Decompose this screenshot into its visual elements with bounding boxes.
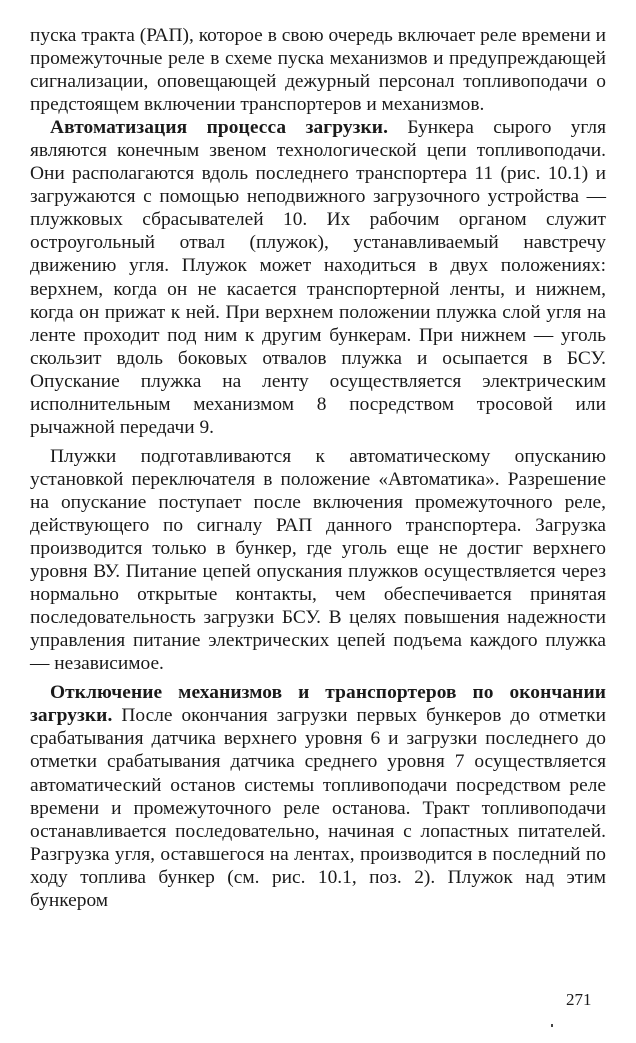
paragraph-1: [30, 24, 606, 116]
section-heading-shutdown: Отключение механизмов и транспортеров по окончании загрузки.: [30, 682, 606, 727]
paragraph-4-text: После окончания загрузки первых бункеров до отметки срабатывания датчика верхнего уровня 6 и загрузки последнего до отметки срабатывания датчика среднего уровня 7 осуществляется автоматический останов системы топливоподачи посредством реле времени и промежуточного реле останова. Тракт топливоподачи останавливается последовательно, начиная с лопастных питателей. Разгрузка угля, оставшегося на лентах, производится в последний по ходу топлива бункер (см. рис. 10.1, поз. 2). Плужок над этим бункером: [30, 705, 606, 911]
paragraph-4: [30, 681, 606, 911]
paragraph-3-text: Плужки подготавливаются к автоматическому опусканию установкой переключателя в положение «Автоматика». Разрешение на опускание поступает после включения промежуточного реле, действующего по сигналу РАП данного транспортера. Загрузка производится только в бункер, где уголь еще не достиг верхнего уровня ВУ. Питание цепей опускания плужков осуществляется через нормально открытые контакты, чем обеспечивается принятая последовательность загрузки БСУ. В целях повышения надежности управления питание электрических цепей подъема каждого плужка — независимое.: [30, 445, 606, 675]
paragraph-3: [30, 445, 606, 675]
page-number: 271: [566, 990, 592, 1009]
paragraph-2: [30, 116, 606, 439]
page-body: [30, 24, 606, 912]
section-heading-loading-automation: Автоматизация процесса загрузки.: [50, 117, 389, 139]
paragraph-1-text: пуска тракта (РАП), которое в свою очередь включает реле времени и промежуточные реле в схеме пуска механизмов и предупреждающей сигнализации, оповещающей дежурный персонал топливоподачи о предстоящем включении транспортеров и механизмов.: [30, 25, 606, 116]
paragraph-2-text: Бункера сырого угля являются конечным звеном технологической цепи топливоподачи. Они располагаются вдоль последнего транспортера 11 (рис. 10.1) и загружаются с помощью неподвижного загрузочного устройства — плужковых сбрасывателей 10. Их рабочим органом служит остроугольный отвал (плужок), устанавливаемый навстречу движению угля. Плужок может находиться в двух положениях: верхнем, когда он не касается транспортерной ленты, и нижнем, когда он прижат к ней. При верхнем положении плужка слой угля на ленте проходит под ним к другим бункерам. При нижнем — уголь скользит вдоль боковых отвалов плужка и осыпается в БСУ. Опускание плужка на ленту осуществляется электрическим исполнительным механизмом 8 посредством тросовой или рычажной передачи 9.: [30, 117, 606, 438]
print-mark: [551, 1024, 553, 1027]
